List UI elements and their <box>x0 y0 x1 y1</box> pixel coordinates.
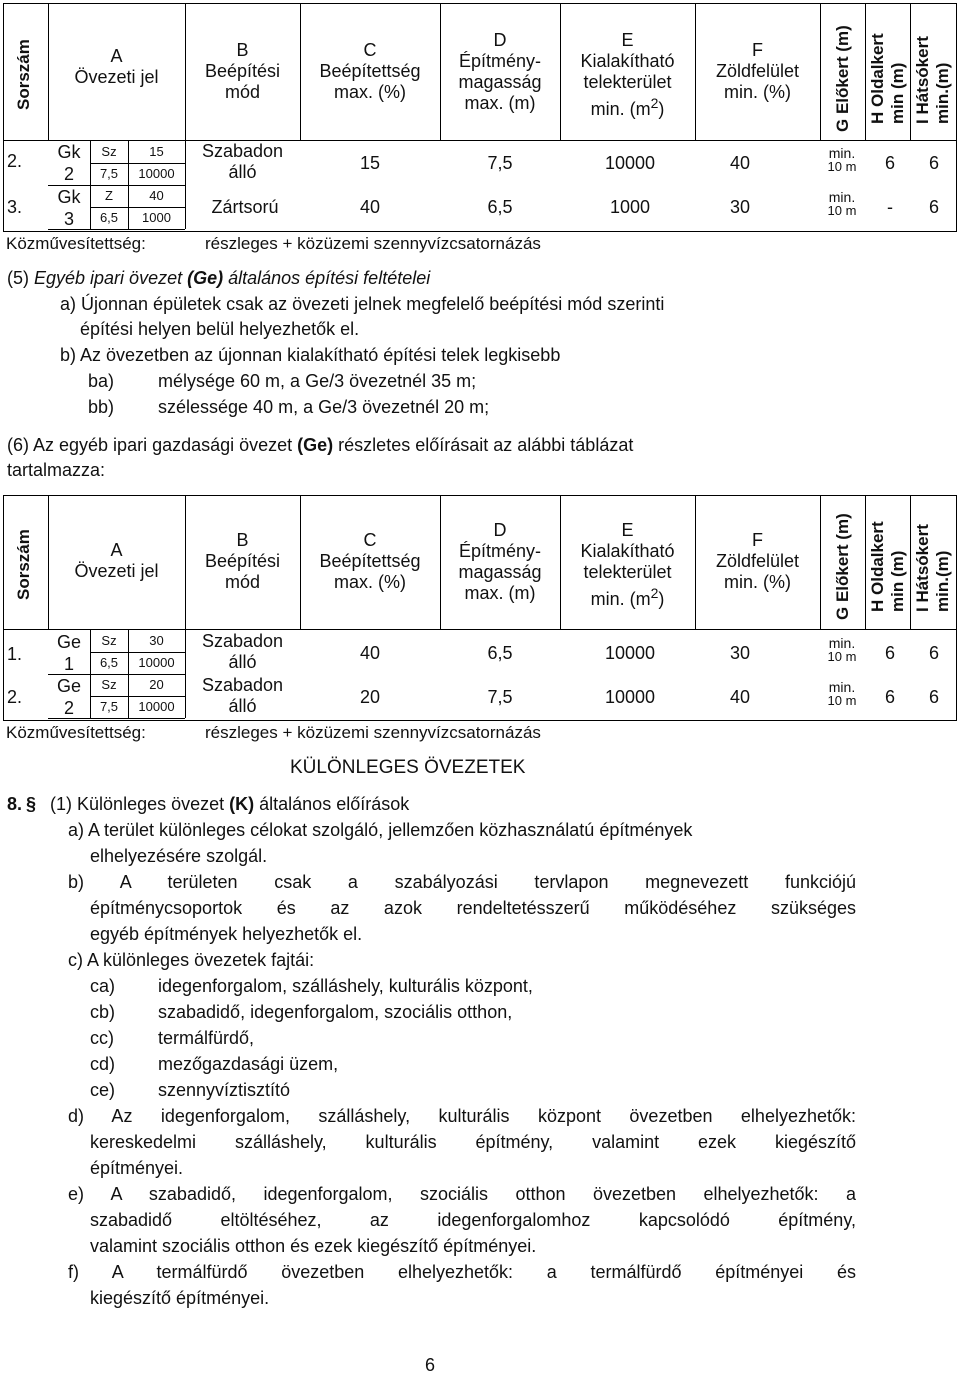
header-g: G Előkert (m) <box>833 513 852 620</box>
section-5-a-line1: a) Újonnan épületek csak az övezeti jelnek megfelelő beépítési mód szerinti <box>60 294 665 314</box>
row-number: 1. <box>7 644 23 664</box>
section-8-c1: c) A különleges övezetek fajtái: <box>68 950 315 970</box>
list-label: cc) <box>90 1028 114 1048</box>
header-d: D Építmény- magasság max. (m) <box>458 30 542 113</box>
header-a: A Övezeti jel <box>74 540 159 581</box>
section-8-intro: 8. § (1) Különleges övezet (K) általános előírások <box>7 794 410 814</box>
section-5-a-line2: építési helyen belül helyezhetők el. <box>80 319 360 339</box>
header-f: F Zöldfelület min. (%) <box>715 530 800 592</box>
zone-area: 1000 <box>142 210 171 225</box>
section-8-f2: kiegészítő építményei. <box>90 1288 270 1308</box>
value-d: 7,5 <box>487 687 513 707</box>
value-i: 6 <box>928 687 939 707</box>
value-f: 30 <box>729 643 751 663</box>
value-c: 20 <box>359 687 381 707</box>
list-item: szabadidő, idegenforgalom, szociális otthon, <box>158 1002 513 1022</box>
value-d: 6,5 <box>487 643 513 663</box>
header-a: A Övezeti jel <box>74 46 159 87</box>
header-i: I Hátsókert min.(m) <box>913 524 952 612</box>
value-f: 40 <box>729 687 751 707</box>
value-c: 15 <box>359 153 381 173</box>
list-label: cb) <box>90 1002 116 1022</box>
zone-built: 40 <box>149 188 164 203</box>
value-g: min. 10 m <box>827 145 857 174</box>
zone-code: Gk <box>57 142 81 162</box>
list-item: idegenforgalom, szálláshely, kulturális központ, <box>158 976 533 996</box>
zone-height: 6,5 <box>99 655 119 670</box>
section-5-ba-label: ba) <box>88 371 115 391</box>
value-c: 40 <box>359 197 381 217</box>
section-6-line2: tartalmazza: <box>7 460 106 480</box>
value-g: min. 10 m <box>827 679 857 708</box>
zone-type: Z <box>105 188 113 203</box>
header-sorszam: Sorszám <box>14 39 33 110</box>
zone-sub: 3 <box>63 209 74 229</box>
section-8-f1: f) A termálfürdő övezetben elhelyezhetők: a termálfürdő építményei és <box>68 1262 856 1282</box>
section-8-e3: valamint szociális otthon és ezek kiegészítő építményei. <box>90 1236 537 1256</box>
header-h: H Oldalkert min (m) <box>868 33 907 124</box>
section-heading: KÜLÖNLEGES ÖVEZETEK <box>290 757 526 778</box>
section-8-a1: a) A terület különleges célokat szolgáló, jellemzően közhasználatú építmények <box>68 820 693 840</box>
value-h: 6 <box>884 643 895 663</box>
section-8-e1: e) A szabadidő, idegenforgalom, szociális otthon övezetben elhelyezhetők: a <box>68 1184 856 1204</box>
value-f: 30 <box>729 197 751 217</box>
header-f: F Zöldfelület min. (%) <box>715 40 800 102</box>
header-e: E Kialakítható telekterület min. $(m^2)$ <box>580 30 675 119</box>
zone-type: Sz <box>101 677 117 692</box>
zone-type: Sz <box>101 144 117 159</box>
value-c: 40 <box>359 643 381 663</box>
header-i: I Hátsókert min.(m) <box>913 36 952 124</box>
header-h: H Oldalkert min (m) <box>868 521 907 612</box>
list-item: termálfürdő, <box>158 1028 255 1048</box>
value-g: min. 10 m <box>827 189 857 218</box>
section-8-a2: elhelyezésére szolgál. <box>90 846 268 866</box>
section-8-b3: egyéb építmények helyezhetők el. <box>90 924 363 944</box>
zone-area: 10000 <box>138 699 175 714</box>
list-label: cd) <box>90 1054 116 1074</box>
header-e: E Kialakítható telekterület min. $(m^2)$ <box>580 520 675 609</box>
header-b: B Beépítési mód <box>204 40 281 102</box>
value-h: 6 <box>884 687 895 707</box>
zone-code: Gk <box>57 187 81 207</box>
value-e: 1000 <box>609 197 651 217</box>
section-5-title: (5) Egyéb ipari övezet (Ge) általános építési feltételei <box>7 268 431 288</box>
zone-height: 7,5 <box>99 166 119 181</box>
section-8-e2: szabadidő eltöltéséhez, az idegenforgalomhoz kapcsolódó építmény, <box>90 1210 856 1230</box>
page-number: 6 <box>425 1355 436 1375</box>
section-8-b2: építménycsoportok és az azok rendeltetésszerű működéséhez szükséges <box>90 898 856 918</box>
zone-built: 20 <box>149 677 164 692</box>
section-5-bb-text: szélessége 40 m, a Ge/3 övezetnél 20 m; <box>158 397 490 417</box>
zone-area: 10000 <box>138 166 175 181</box>
zone-height: 6,5 <box>99 210 119 225</box>
zone-code: Ge <box>56 632 81 652</box>
utility-label: Közművesítettség: <box>6 234 146 253</box>
zone-built: 30 <box>149 633 164 648</box>
value-e: 10000 <box>604 643 656 663</box>
build-mode: Szabadon álló <box>201 675 284 716</box>
zone-area: 10000 <box>138 655 175 670</box>
zone-type: Sz <box>101 633 117 648</box>
header-sorszam: Sorszám <box>14 529 33 600</box>
header-c: C Beépítettség max. (%) <box>319 530 421 592</box>
value-h: - <box>887 197 893 217</box>
section-5-bb-label: bb) <box>88 397 115 417</box>
build-mode: Zártsorú <box>211 197 279 217</box>
build-mode: Szabadon álló <box>201 141 284 182</box>
utility-label: Közművesítettség: <box>6 723 146 742</box>
value-i: 6 <box>928 643 939 663</box>
section-5-ba-text: mélysége 60 m, a Ge/3 övezetnél 35 m; <box>158 371 477 391</box>
value-f: 40 <box>729 153 751 173</box>
row-number: 2. <box>7 151 23 171</box>
section-8-d3: építményei. <box>90 1158 184 1178</box>
value-e: 10000 <box>604 153 656 173</box>
list-label: ca) <box>90 976 116 996</box>
value-d: 6,5 <box>487 197 513 217</box>
utility-value: részleges + közüzemi szennyvízcsatornázás <box>205 234 541 253</box>
list-item: mezőgazdasági üzem, <box>158 1054 339 1074</box>
value-g: min. 10 m <box>827 635 857 664</box>
zone-sub: 1 <box>63 654 74 674</box>
list-label: ce) <box>90 1080 116 1100</box>
zone-code: Ge <box>56 676 81 696</box>
section-8-d2: kereskedelmi szálláshely, kulturális építmény, valamint ezek kiegészítő <box>90 1132 856 1152</box>
value-d: 7,5 <box>487 153 513 173</box>
value-i: 6 <box>928 153 939 173</box>
row-number: 2. <box>7 687 23 707</box>
section-6-line1: (6) Az egyéb ipari gazdasági övezet (Ge) részletes előírásait az alábbi táblázat <box>7 435 634 455</box>
header-d: D Építmény- magasság max. (m) <box>458 520 542 603</box>
zone-height: 7,5 <box>99 699 119 714</box>
header-b: B Beépítési mód <box>204 530 281 592</box>
zone-built: 15 <box>149 144 164 159</box>
zone-sub: 2 <box>63 698 74 718</box>
utility-value: részleges + közüzemi szennyvízcsatornázás <box>205 723 541 742</box>
value-h: 6 <box>884 153 895 173</box>
list-item: szennyvíztisztító <box>158 1080 291 1100</box>
section-8-d1: d) Az idegenforgalom, szálláshely, kulturális központ övezetben elhelyezhetők: <box>68 1106 856 1126</box>
section-8-b1: b) A területen csak a szabályozási tervlapon megnevezett funkciójú <box>68 872 856 892</box>
section-5-b-line: b) Az övezetben az újonnan kialakítható építési telek legkisebb <box>60 345 561 365</box>
value-i: 6 <box>928 197 939 217</box>
header-g: G Előkert (m) <box>833 25 852 132</box>
header-c: C Beépítettség max. (%) <box>319 40 421 102</box>
zone-sub: 2 <box>63 164 74 184</box>
value-e: 10000 <box>604 687 656 707</box>
build-mode: Szabadon álló <box>201 631 284 672</box>
row-number: 3. <box>7 197 23 217</box>
